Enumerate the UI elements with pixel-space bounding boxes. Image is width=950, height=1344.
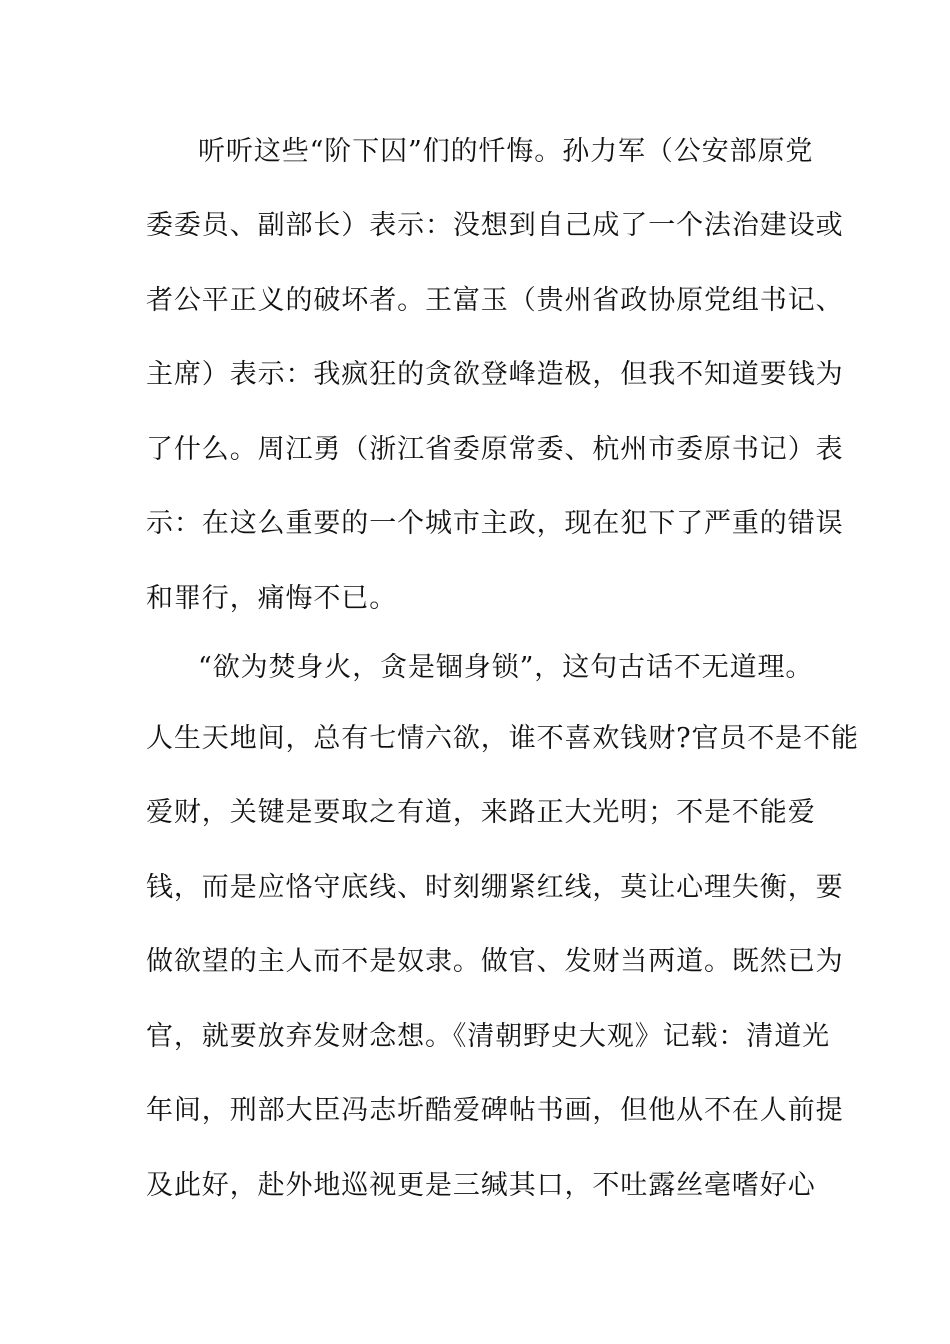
text-line: 和罪行，痛悔不已。 [146, 583, 398, 614]
text-line: 钱，而是应恪守底线、时刻绷紧红线，莫让心理失衡，要 [146, 872, 844, 903]
text-line: 了什么。周江勇（浙江省委原常委、杭州市委原书记）表 [146, 434, 844, 465]
text-line: 人生天地间，总有七情六欲，谁不喜欢钱财?官员不是不能 [146, 723, 859, 754]
text-line: 官，就要放弃发财念想。《清朝野史大观》记载：清道光 [146, 1021, 830, 1052]
text-line: 示：在这么重要的一个城市主政，现在犯下了严重的错误 [146, 508, 844, 539]
text-line: 及此好，赴外地巡视更是三缄其口，不吐露丝毫嗜好心 [146, 1170, 816, 1201]
text-line: 爱财，关键是要取之有道，来路正大光明；不是不能爱 [146, 797, 816, 828]
text-line: 做欲望的主人而不是奴隶。做官、发财当两道。既然已为 [146, 946, 844, 977]
text-line: 主席）表示：我疯狂的贪欲登峰造极，但我不知道要钱为 [146, 359, 844, 390]
text-line: 者公平正义的破坏者。王富玉（贵州省政协原党组书记、 [146, 285, 844, 316]
text-line: 委委员、副部长）表示：没想到自己成了一个法治建设或 [146, 210, 844, 241]
text-line: 年间，刑部大臣冯志圻酷爱碑帖书画，但他从不在人前提 [146, 1095, 844, 1126]
text-line: 听听这些“阶下囚”们的忏悔。孙力军（公安部原党 [198, 136, 814, 167]
text-line: “欲为焚身火，贪是锢身锁”，这句古话不无道理。 [198, 652, 814, 683]
